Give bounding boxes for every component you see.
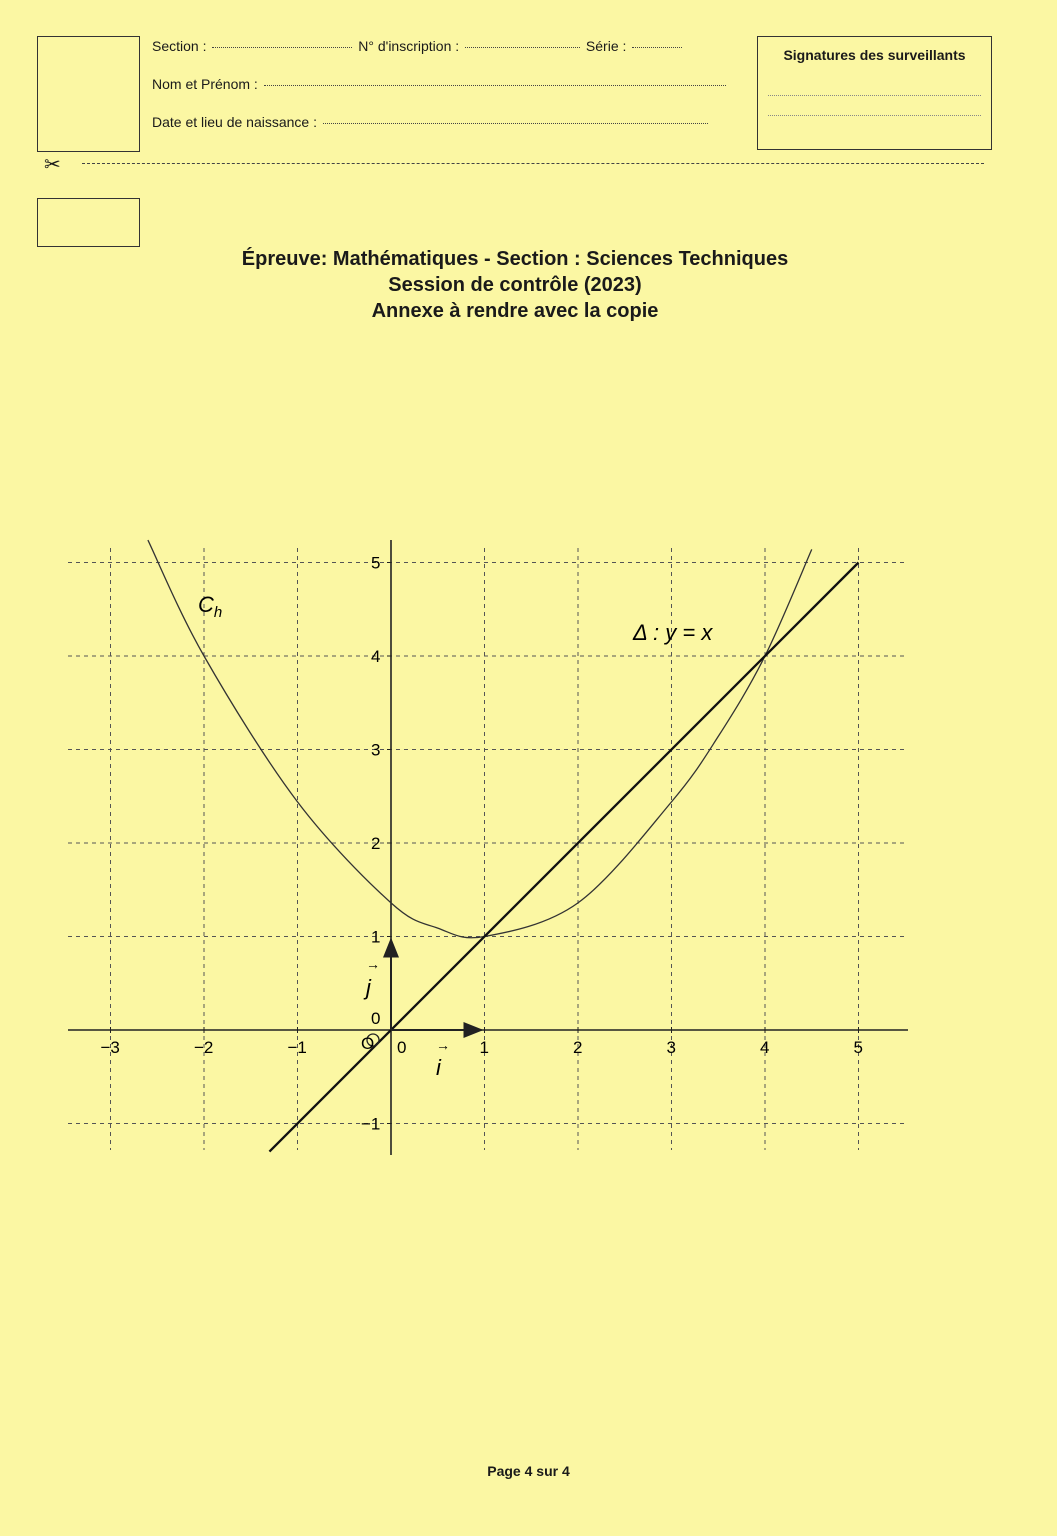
scissors-icon: ✂ [44, 154, 61, 176]
x-tick-label: 0 [397, 1038, 407, 1057]
y-tick-label: 4 [371, 647, 381, 666]
line-delta [269, 563, 858, 1152]
x-tick-label: 3 [666, 1038, 676, 1057]
exam-title-line1: Épreuve: Mathématiques - Section : Sciences Techniques [241, 248, 789, 270]
j-vector-arrow: → [366, 956, 380, 972]
inscription-label: N° d'inscription : [358, 38, 460, 54]
origin-label: O [361, 1034, 375, 1053]
page-number: Page 4 sur 4 [487, 1463, 570, 1479]
x-tick-label: 5 [853, 1038, 863, 1057]
curve-label-sub: h [213, 604, 223, 621]
x-tick-label: 2 [573, 1038, 583, 1057]
y-tick-label: 1 [371, 927, 381, 947]
y-tick-label: 2 [371, 834, 381, 853]
name-label: Nom et Prénom : [152, 76, 258, 92]
i-vector-arrow: → [436, 1037, 450, 1053]
signatures-title: Signatures des surveillants [783, 47, 966, 63]
axes [68, 540, 908, 1155]
exam-title-line2: Session de contrôle (2023) [388, 274, 642, 296]
y-tick-label: 5 [371, 553, 381, 573]
series-group [148, 540, 859, 1151]
i-vector-label: i [436, 1055, 441, 1080]
birth-label: Date et lieu de naissance : [152, 114, 317, 130]
y-tick-label: −1 [361, 1114, 381, 1134]
graph-labels [198, 592, 713, 1080]
curve-label [198, 592, 222, 621]
exam-title-line3: Annexe à rendre avec la copie [371, 300, 659, 322]
curve-label-main: C [198, 592, 214, 617]
x-tick-label: 1 [479, 1038, 489, 1057]
section-label: Section : [152, 38, 207, 54]
y-tick-label: 3 [371, 740, 381, 760]
x-tick-label: −3 [100, 1038, 120, 1057]
serie-label: Série : [585, 38, 627, 54]
j-vector-label: j [366, 975, 371, 1000]
x-tick-label: 4 [760, 1038, 770, 1057]
x-tick-label: −2 [194, 1038, 214, 1057]
line-label: Δ : y = x [633, 620, 713, 645]
curve-ch [148, 540, 812, 938]
y-tick-label: 0 [371, 1009, 381, 1028]
x-tick-label: −1 [287, 1038, 307, 1057]
